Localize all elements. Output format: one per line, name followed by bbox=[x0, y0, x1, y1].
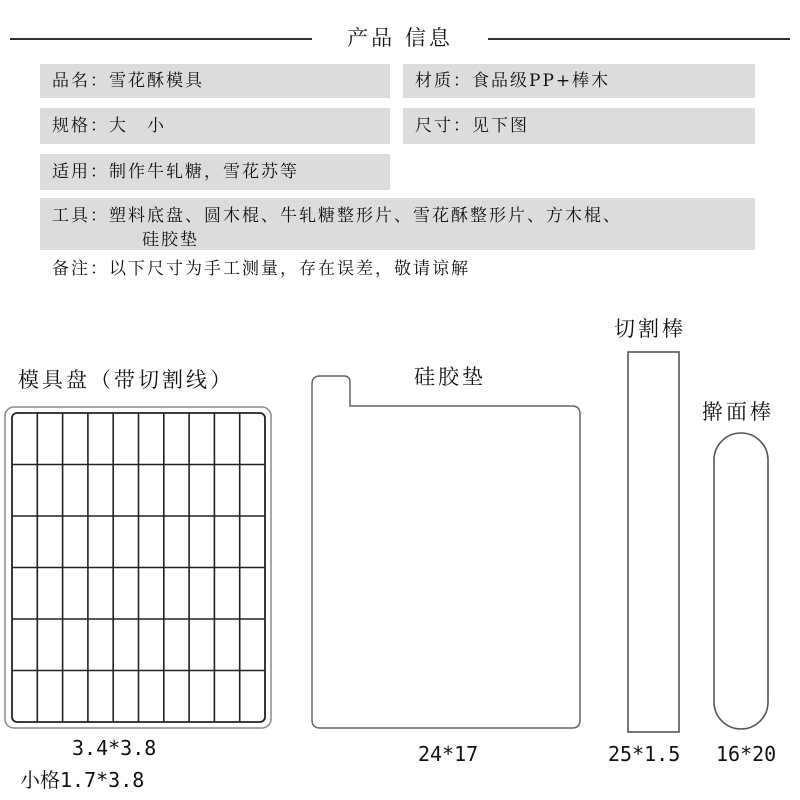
silicone-mat-outline bbox=[312, 376, 580, 728]
info-material-value: 食品级PP+棒木 bbox=[472, 71, 611, 91]
cutting-stick-title: 切割棒 bbox=[614, 317, 686, 341]
mold-tray-figure bbox=[5, 407, 271, 728]
info-size-value: 见下图 bbox=[472, 116, 529, 136]
rolling-pin-dimension: 16*20 bbox=[716, 742, 777, 766]
info-note: 备注：以下尺寸为手工测量，存在误差，敬请谅解 bbox=[52, 259, 470, 279]
mold-tray-title: 模具盘（带切割线） bbox=[18, 368, 234, 392]
info-spec-label: 规格： bbox=[52, 116, 109, 136]
info-usage-label: 适用： bbox=[52, 162, 109, 182]
info-name-value: 雪花酥模具 bbox=[109, 71, 204, 91]
info-name-label: 品名： bbox=[52, 71, 109, 91]
cutting-stick-dimension: 25*1.5 bbox=[608, 742, 681, 766]
info-tools-value-line2: 硅胶垫 bbox=[142, 230, 199, 250]
page-title: 产品 信息 bbox=[347, 26, 453, 50]
info-tools-label: 工具： bbox=[52, 206, 109, 226]
info-material-label: 材质： bbox=[415, 71, 472, 91]
rolling-pin-outline bbox=[714, 433, 768, 729]
mold-tray-dimension: 3.4*3.8 bbox=[72, 736, 157, 760]
info-spec-value: 大 小 bbox=[109, 116, 166, 136]
mold-tray-grid bbox=[12, 413, 265, 722]
silicone-mat-title: 硅胶垫 bbox=[414, 365, 486, 389]
info-usage-value: 制作牛轧糖，雪花苏等 bbox=[109, 162, 299, 182]
silicone-mat-dimension: 24*17 bbox=[418, 742, 479, 766]
cutting-stick-outline bbox=[628, 352, 679, 732]
info-size-label: 尺寸： bbox=[415, 116, 472, 136]
mold-tray-cell-dimension: 小格1.7*3.8 bbox=[20, 768, 145, 792]
rolling-pin-title: 擀面棒 bbox=[702, 400, 774, 424]
info-tools-value-line1: 塑料底盘、圆木棍、牛轧糖整形片、雪花酥整形片、方木棍、 bbox=[109, 206, 622, 226]
